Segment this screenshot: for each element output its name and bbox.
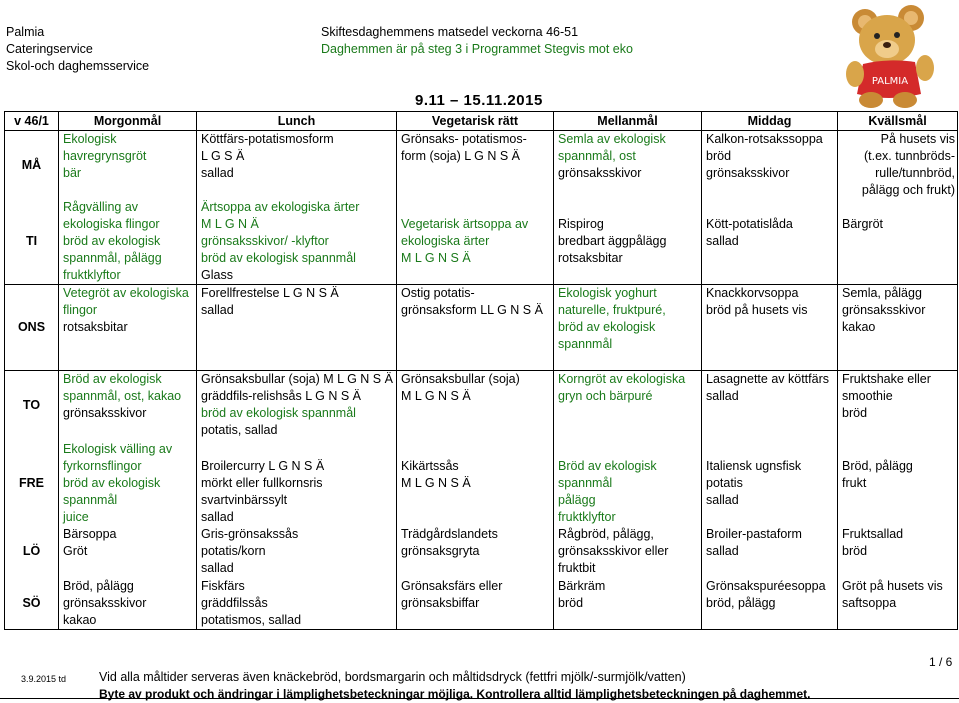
menu-item-line: Grönsaks- potatismos- (401, 132, 527, 146)
menu-cell (702, 526, 838, 578)
menu-row (5, 441, 958, 526)
menu-row (5, 131, 958, 200)
menu-item-line: Semla av ekologisk (558, 132, 666, 146)
menu-cell (702, 285, 838, 371)
menu-cell (397, 285, 554, 371)
teddy-bear-icon (835, 2, 945, 110)
menu-item-line: Kalkon-rotsakssoppa (706, 132, 823, 146)
menu-cell (838, 131, 958, 200)
menu-item-line: bredbart äggpålägg (558, 234, 667, 248)
menu-item-line: Bröd av ekologisk (63, 372, 162, 386)
menu-item-line: sallad (706, 389, 739, 403)
menu-item-line: ekologiska flingor (63, 217, 160, 231)
menu-item-line: grönsaksskivor (706, 166, 790, 180)
menu-item-line: Trädgårdslandets (401, 526, 498, 541)
menu-item-line (558, 441, 699, 458)
menu-item-line: fruktbit (558, 560, 596, 575)
menu-cell (702, 371, 838, 441)
menu-cell (397, 371, 554, 441)
menu-item-line: spannmål, ost, kakao (63, 389, 182, 403)
menu-item-line: Grönsaksbullar (soja) (401, 372, 520, 386)
menu-cell (197, 441, 397, 526)
menu-item-line: bröd på husets vis (706, 303, 808, 317)
menu-item-line: Köttfärs-potatismosform (201, 132, 334, 146)
menu-item-line: grönsaksskivor eller (558, 543, 669, 558)
menu-item-line: Bröd, pålägg (63, 578, 134, 593)
menu-item-line: grönsaksbiffar (401, 595, 480, 610)
footer-date: 3.9.2015 td (21, 674, 67, 684)
menu-item-line: grönsaksskivor (63, 595, 147, 610)
menu-item-line (842, 199, 955, 216)
menu-item-line: M L G N S Ä (401, 389, 471, 403)
menu-cell (397, 441, 554, 526)
menu-item-line: bröd av ekologisk spannmål (201, 406, 356, 420)
menu-cell (397, 526, 554, 578)
menu-table (4, 111, 958, 630)
menu-item-line: havregrynsgröt (63, 149, 147, 163)
day-label: MÅ (5, 131, 59, 200)
menu-item-line: kakao (842, 320, 876, 334)
page-title: Skiftesdaghemmens matsedel veckorna 46-51 (321, 25, 579, 39)
menu-item-line: M L G N S Ä (401, 475, 471, 490)
menu-item-line: Bröd, pålägg (842, 458, 913, 473)
menu-item-line (401, 441, 551, 458)
menu-item-line: Bärsoppa (63, 526, 117, 541)
menu-item-line: bröd av ekologisk (63, 234, 161, 248)
menu-item-line: Grönsaksbullar (soja) M L G N S Ä (201, 372, 393, 386)
org-line-2: Cateringservice (6, 42, 93, 56)
menu-item-line: Fruktsallad (842, 526, 904, 541)
menu-item-line: ekologiska ärter (401, 234, 490, 248)
menu-item-line: rotsaksbitar (63, 320, 128, 334)
menu-item-line: spannmål (63, 492, 118, 507)
menu-item-line: bröd av ekologisk spannmål (201, 251, 356, 265)
menu-item-line: grönsaksskivor (558, 166, 642, 180)
date-range: 9.11 – 15.11.2015 (415, 92, 543, 109)
menu-cell (702, 578, 838, 630)
menu-item-line: sallad (706, 492, 739, 507)
column-header-lunch: Lunch (197, 112, 397, 131)
menu-item-line: M L G N S Ä (401, 251, 471, 265)
menu-item-line: Ekologisk yoghurt (558, 286, 657, 300)
menu-cell (59, 578, 197, 630)
menu-item-line: Gris-grönsakssås (201, 526, 299, 541)
menu-item-line: flingor (63, 303, 98, 317)
column-header-breakfast: Morgonmål (59, 112, 197, 131)
menu-item-line: Bärgröt (842, 217, 883, 231)
menu-item-line: bröd (842, 543, 868, 558)
menu-row (5, 285, 958, 371)
menu-cell (702, 441, 838, 526)
menu-cell (702, 199, 838, 285)
menu-item-line: Rågbröd, pålägg, (558, 526, 654, 541)
column-header-vegetarian: Vegetarisk rätt (397, 112, 554, 131)
day-label: FRE (5, 441, 59, 526)
menu-item-line (842, 441, 955, 458)
menu-row (5, 526, 958, 578)
menu-item-line: saftsoppa (842, 595, 897, 610)
menu-item-line: bröd (706, 149, 732, 163)
menu-item-line: spannmål, pålägg (63, 251, 162, 265)
day-label: TO (5, 371, 59, 441)
menu-item-line: sallad (706, 543, 739, 558)
menu-item-line: Knackkorvsoppa (706, 286, 799, 300)
menu-item-line: Broilercurry L G N S Ä (201, 458, 325, 473)
menu-item-line: spannmål (558, 475, 613, 490)
menu-item-line: Semla, pålägg (842, 286, 922, 300)
page-number: 1 / 6 (929, 655, 953, 669)
menu-item-line (706, 441, 835, 458)
day-label: SÖ (5, 578, 59, 630)
menu-cell (554, 526, 702, 578)
menu-item-line: Rågvälling av (63, 200, 139, 214)
menu-item-line: bröd av ekologisk (558, 320, 656, 334)
menu-item-line: potatismos, sallad (201, 612, 302, 627)
menu-row (5, 199, 958, 285)
menu-item-line: Vegetarisk ärtsoppa av (401, 217, 529, 231)
menu-item-line: naturelle, fruktpuré, (558, 303, 666, 317)
page-subtitle: Daghemmen är på steg 3 i Programmet Stegvis mot eko (321, 42, 633, 56)
menu-cell (59, 441, 197, 526)
menu-item-line: M L G N Ä (201, 217, 259, 231)
menu-item-line: Lasagnette av köttfärs (706, 372, 829, 386)
menu-item-line: Bärkräm (558, 578, 606, 593)
footer-disclaimer: Byte av produkt och ändringar i lämplighetsbeteckningar möjliga. Kontrollera alltid lämplighetsbeteckningen på daghemmet. (99, 687, 811, 701)
menu-item-line: Ekologisk välling av (63, 441, 173, 456)
menu-item-line: Grönsaksfärs eller (401, 578, 503, 593)
menu-cell (197, 578, 397, 630)
menu-item-line: juice (63, 509, 89, 524)
menu-cell (197, 199, 397, 285)
menu-cell (397, 131, 554, 200)
menu-item-line: rulle/tunnbröd, (875, 166, 955, 180)
menu-item-line: Ekologisk (63, 132, 117, 146)
menu-item-line: smoothie (842, 389, 893, 403)
menu-item-line: Fiskfärs (201, 578, 245, 593)
menu-item-line: bröd av ekologisk (63, 475, 161, 490)
menu-item-line: sallad (201, 303, 234, 317)
menu-item-line: Gröt (63, 543, 88, 558)
column-header-evening: Kvällsmål (838, 112, 958, 131)
menu-item-line: bröd (842, 406, 868, 420)
menu-item-line: bär (63, 166, 82, 180)
menu-cell (838, 526, 958, 578)
menu-cell (59, 131, 197, 200)
menu-cell (838, 441, 958, 526)
header-row (5, 112, 958, 131)
menu-item-line: potatis, sallad (201, 423, 278, 437)
day-label: ONS (5, 285, 59, 371)
svg-text:PALMIA: PALMIA (871, 76, 909, 87)
menu-cell (197, 526, 397, 578)
menu-item-line: gryn och bärpuré (558, 389, 653, 403)
menu-item-line: pålägg (558, 492, 596, 507)
menu-cell (59, 371, 197, 441)
menu-row (5, 578, 958, 630)
menu-cell (197, 371, 397, 441)
menu-cell (397, 578, 554, 630)
menu-item-line: pålägg och frukt) (861, 183, 955, 197)
menu-cell (838, 199, 958, 285)
menu-item-line: Kikärtssås (401, 458, 459, 473)
menu-item-line: Glass (201, 268, 233, 282)
menu-item-line: sallad (706, 234, 739, 248)
org-line-1: Palmia (6, 25, 45, 39)
menu-item-line: svartvinbärssylt (201, 492, 288, 507)
menu-row (5, 371, 958, 441)
menu-item-line (558, 199, 699, 216)
day-label: LÖ (5, 526, 59, 578)
menu-item-line (706, 199, 835, 216)
menu-item-line: sallad (201, 560, 234, 575)
menu-item-line: Kött-potatislåda (706, 217, 793, 231)
menu-item-line: grönsaksskivor/ -klyftor (201, 234, 329, 248)
menu-item-line: grönsaksskivor (63, 406, 147, 420)
menu-item-line: Bröd av ekologisk (558, 458, 657, 473)
menu-item-line: Fruktshake eller (842, 372, 931, 386)
menu-item-line: mörkt eller fullkornsris (201, 475, 323, 490)
menu-item-line: kakao (63, 612, 97, 627)
menu-item-line: Vetegröt av ekologiska (63, 286, 189, 300)
menu-item-line: fyrkornsflingor (63, 458, 142, 473)
menu-cell (838, 285, 958, 371)
menu-item-line: grönsaksform LL G N S Ä (401, 303, 543, 317)
menu-cell (197, 131, 397, 200)
menu-item-line: (t.ex. tunnbröds- (863, 149, 955, 163)
menu-item-line: spannmål, ost (558, 149, 636, 163)
menu-cell (59, 199, 197, 285)
menu-cell (838, 371, 958, 441)
menu-cell (59, 285, 197, 371)
menu-cell (554, 199, 702, 285)
menu-item-line: gräddfilssås (201, 595, 268, 610)
menu-item-line: gräddfils-relishsås L G N S Ä (201, 389, 362, 403)
menu-item-line (201, 441, 394, 458)
menu-item-line: Grönsakspuréesoppa (706, 578, 826, 593)
menu-item-line: fruktklyftor (63, 268, 121, 282)
menu-item-line: På husets vis (880, 132, 955, 146)
menu-item-line: spannmål (558, 337, 613, 351)
menu-item-line: Ärtsoppa av ekologiska ärter (201, 200, 360, 214)
menu-item-line: Italiensk ugnsfisk (706, 458, 802, 473)
column-header-week: v 46/1 (5, 112, 59, 131)
menu-item-line: grönsaksgryta (401, 543, 480, 558)
column-header-snack: Mellanmål (554, 112, 702, 131)
menu-cell (554, 131, 702, 200)
org-line-3: Skol-och daghemsservice (6, 59, 150, 73)
menu-item-line: form (soja) L G N S Ä (401, 149, 521, 163)
menu-cell (838, 578, 958, 630)
menu-cell (554, 371, 702, 441)
menu-item-line: Broiler-pastaform (706, 526, 802, 541)
day-label: TI (5, 199, 59, 285)
menu-cell (59, 526, 197, 578)
menu-item-line: fruktklyftor (558, 509, 616, 524)
menu-cell (702, 131, 838, 200)
menu-item-line (401, 199, 551, 216)
menu-item-line: Gröt på husets vis (842, 578, 943, 593)
menu-item-line: Ostig potatis- (401, 286, 475, 300)
menu-cell (554, 578, 702, 630)
menu-item-line: Rispirog (558, 217, 604, 231)
menu-cell (197, 285, 397, 371)
menu-item-line: potatis (706, 475, 743, 490)
menu-cell (397, 199, 554, 285)
menu-item-line: bröd (558, 595, 584, 610)
menu-item-line: sallad (201, 166, 234, 180)
column-header-dinner: Middag (702, 112, 838, 131)
menu-item-line: frukt (842, 475, 867, 490)
menu-item-line: Korngröt av ekologiska (558, 372, 686, 386)
menu-item-line: rotsaksbitar (558, 251, 623, 265)
footer-note: Vid alla måltider serveras även knäckebröd, bordsmargarin och måltidsdryck (fettfri mjölk/-surmjölk/vatten) (99, 670, 686, 684)
menu-cell (554, 285, 702, 371)
menu-cell (554, 441, 702, 526)
menu-item-line: bröd, pålägg (706, 595, 776, 610)
menu-item-line: Forellfrestelse L G N S Ä (201, 286, 339, 300)
menu-item-line: sallad (201, 509, 234, 524)
menu-item-line: grönsaksskivor (842, 303, 926, 317)
menu-item-line: potatis/korn (201, 543, 266, 558)
menu-item-line: L G S Ä (201, 149, 245, 163)
